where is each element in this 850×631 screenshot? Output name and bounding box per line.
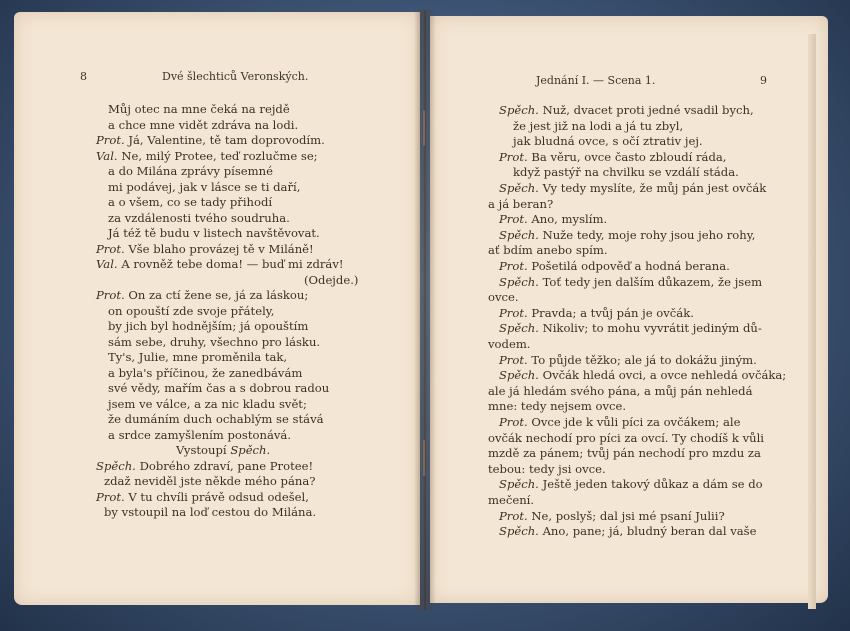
verse-text: Dobrého zdraví, pane Protee! <box>139 458 314 473</box>
right-page-line <box>488 197 553 211</box>
left-page-line <box>108 412 324 426</box>
left-page-line <box>96 257 344 271</box>
right-page-line <box>488 384 753 398</box>
verse-text: by jich byl hodnějším; já opouštím <box>108 319 309 333</box>
right-page-line <box>488 290 519 304</box>
speaker-name: Spěch. <box>499 181 539 195</box>
left-page-line <box>108 397 307 411</box>
verse-text: Ano, myslím. <box>531 212 608 227</box>
right-page-line <box>499 150 727 164</box>
speaker-name: Spěch. <box>499 477 539 492</box>
left-page-line <box>108 102 290 116</box>
right-page-line <box>488 243 608 257</box>
speaker-name: Spěch. <box>499 524 539 539</box>
verse-text: V tu chvíli právě odsud odešel, <box>128 489 309 504</box>
left-page-line <box>96 133 325 147</box>
left-page-line <box>108 428 291 442</box>
left-page-line <box>108 381 329 395</box>
speaker-name: Prot. <box>96 133 125 147</box>
left-page-line <box>176 443 270 457</box>
speaker-name: Prot. <box>499 508 528 523</box>
right-page-line <box>499 477 763 491</box>
page-number-left: 8 <box>80 70 87 83</box>
left-page-line <box>96 459 313 473</box>
verse-text: a srdce zamyšlením postonává. <box>108 427 292 442</box>
right-page-line <box>499 181 766 195</box>
verse-text: a byla's příčinou, že zanedbávám <box>108 365 303 380</box>
verse-text: Ano, pane; já, bludný beran dal vaše <box>542 524 757 539</box>
running-title-right: Jednání I. — Scena 1. <box>536 74 656 87</box>
speaker-name: Val. <box>96 257 118 271</box>
left-page-line <box>108 164 273 178</box>
left-page-line <box>108 319 308 333</box>
right-page-line <box>499 228 755 242</box>
right-page-line <box>499 415 740 429</box>
verse-text: Vše blaho provázej tě v Miláně! <box>128 241 314 256</box>
verse-text: on opouští zde svoje přátely, <box>108 303 275 318</box>
verse-text: mečení. <box>488 493 535 507</box>
right-page-line <box>488 446 761 460</box>
speaker-name: Prot. <box>499 259 528 273</box>
verse-text: a já beran? <box>488 196 554 211</box>
right-page-line <box>499 353 757 367</box>
book-gutter <box>414 10 436 610</box>
right-page-line <box>513 165 739 179</box>
verse-text: Vy tedy myslíte, že můj pán jest ovčák <box>542 181 767 195</box>
binding-stitch <box>423 440 425 476</box>
right-page-line <box>499 368 786 382</box>
verse-text: ale já hledám svého pána, a můj pán nehledá <box>488 383 753 398</box>
verse-text: ovčák nechodí pro píci za ovcí. Ty chodíš k vůli <box>488 430 764 445</box>
right-page-line <box>513 134 703 148</box>
verse-text: Já, Valentine, tě tam doprovodím. <box>128 133 325 147</box>
left-page-line <box>104 505 316 519</box>
verse-text: ať bdím anebo spím. <box>488 243 608 258</box>
verse-text: mne: tedy nejsem ovce. <box>488 399 627 414</box>
verse-text: Nikoliv; to mohu vyvrátit jediným dů- <box>542 321 762 336</box>
left-page-line <box>96 149 318 163</box>
speaker-name: Prot. <box>499 212 528 227</box>
right-page-line <box>499 275 762 289</box>
verse-text: Ne, milý Protee, teď rozlučme se; <box>121 148 318 163</box>
left-page-line <box>108 350 287 364</box>
right-page-line <box>499 524 757 538</box>
speaker-name: Spěch. <box>499 274 539 289</box>
right-page-line <box>488 462 606 476</box>
left-page-line <box>108 335 320 349</box>
verse-text: Ještě jeden takový důkaz a dám se do <box>542 477 763 492</box>
verse-text: tebou: tedy jsi ovce. <box>488 461 606 476</box>
speaker-name: Prot. <box>96 288 125 302</box>
verse-text: když pastýř na chvilku se vzdálí stáda. <box>513 165 739 180</box>
right-page-line <box>499 306 694 320</box>
speaker-name: Prot. <box>499 415 528 429</box>
verse-text: Nuže tedy, moje rohy jsou jeho rohy, <box>542 227 756 242</box>
speaker-name: Prot. <box>499 149 528 164</box>
verse-text: že dumáním duch ochablým se stává <box>108 412 324 426</box>
right-page-line <box>499 103 754 117</box>
speaker-name: Prot. <box>96 241 125 256</box>
verse-text: Ovčák hledá ovci, a ovce nehledá ovčáka; <box>542 368 787 383</box>
verse-text: On za ctí žene se, já za láskou; <box>128 288 309 302</box>
binding-stitch <box>423 110 425 146</box>
left-page-line <box>108 226 320 240</box>
verse-text: vodem. <box>488 337 531 351</box>
left-page-line <box>96 288 308 302</box>
left-page-line <box>108 195 272 209</box>
running-title-left: Dvé šlechticů Veronských. <box>162 70 309 83</box>
verse-text: Pravda; a tvůj pán je ovčák. <box>531 305 694 320</box>
left-page-line <box>108 366 302 380</box>
verse-text: a chce mne vidět zdráva na lodi. <box>108 117 299 132</box>
left-page-line <box>108 118 298 132</box>
verse-text: za vzdálenosti tvého soudruha. <box>108 210 290 225</box>
verse-text: Můj otec na mne čeká na rejdě <box>108 102 290 116</box>
verse-text: že jest již na lodi a já tu zbyl, <box>513 118 684 133</box>
verse-text: a do Milána zprávy písemné <box>108 164 273 178</box>
verse-text: mi podávej, jak v lásce se ti daří, <box>108 179 301 194</box>
verse-text: sám sebe, druhy, všechno pro lásku. <box>108 334 321 349</box>
page-edge <box>808 34 816 609</box>
right-page-line <box>499 509 725 523</box>
right-page-line <box>488 399 626 413</box>
left-page-line <box>104 474 315 488</box>
left-page-line <box>108 211 290 225</box>
speaker-name: Spěch. <box>499 227 539 242</box>
verse-text: své vědy, mařím čas a s dobrou radou <box>108 381 330 395</box>
speaker-name: Prot. <box>499 352 528 367</box>
verse-text: A rovněž tebe doma! — buď mi zdráv! <box>121 257 344 271</box>
verse-text: jak bludná ovce, s očí ztrativ jej. <box>513 134 703 149</box>
verse-text: jsem ve válce, a za nic kladu svět; <box>108 396 307 411</box>
right-page-line <box>488 493 534 507</box>
verse-text: by vstoupil na loď cestou do Milána. <box>104 505 317 519</box>
verse-text: a o všem, co se tady přihodí <box>108 195 273 209</box>
speaker-name: Spěch. <box>499 103 539 117</box>
left-page-line <box>304 272 359 287</box>
left-page-line <box>96 490 309 504</box>
verse-text: Já též tě budu v listech navštěvovat. <box>108 226 320 240</box>
verse-text: Nuž, dvacet proti jedné vsadil bych, <box>542 103 754 117</box>
left-page-line <box>108 304 274 318</box>
speaker-name: Prot. <box>499 305 528 320</box>
right-page-line <box>499 321 762 335</box>
speaker-name: Val. <box>96 148 118 163</box>
page-number-right: 9 <box>760 74 767 87</box>
verse-text: ovce. <box>488 290 519 305</box>
right-page-line <box>499 212 607 226</box>
right-page-line <box>499 259 730 273</box>
verse-text: Ba věru, ovce často zbloudí ráda, <box>531 149 727 164</box>
right-page-line <box>488 337 531 351</box>
speaker-name: Prot. <box>96 489 125 504</box>
verse-text: Ovce jde k vůli píci za ovčákem; ale <box>531 415 741 429</box>
verse-text: (Odejde.) <box>304 272 359 287</box>
left-page-line <box>96 242 314 256</box>
right-page-line <box>513 119 683 133</box>
right-page-line <box>488 431 764 445</box>
verse-text: To půjde těžko; ale já to dokážu jiným. <box>531 352 757 367</box>
verse-text: zdaž neviděl jste někde mého pána? <box>104 474 316 488</box>
verse-text: Vystoupí Spěch. <box>176 443 271 457</box>
verse-text: Ty's, Julie, mne proměnila tak, <box>108 350 288 364</box>
verse-text: Ne, poslyš; dal jsi mé psaní Julii? <box>531 508 725 523</box>
speaker-name: Spěch. <box>499 321 539 336</box>
speaker-name: Spěch. <box>96 458 136 473</box>
verse-text: mzdě za pánem; tvůj pán nechodí pro mzdu za <box>488 446 761 461</box>
verse-text: Toť tedy jen dalším důkazem, že jsem <box>542 274 763 289</box>
verse-text: Pošetilá odpověď a hodná berana. <box>531 259 730 273</box>
speaker-name: Spěch. <box>499 368 539 383</box>
left-page-line <box>108 180 300 194</box>
